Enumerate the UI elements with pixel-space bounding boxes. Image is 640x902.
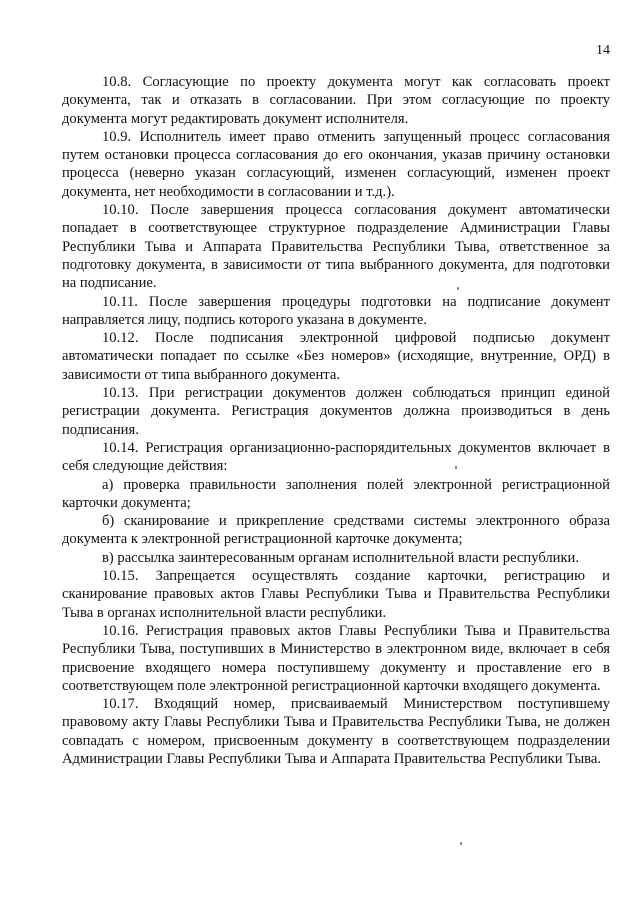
- scan-speck: [455, 466, 457, 469]
- list-item-a: а) проверка правильности заполнения полей электронной регистрационной карточки документа;: [62, 476, 610, 511]
- paragraph-10-11: 10.11. После завершения процедуры подготовки на подписание документ направляется лицу, подпись которого указана в документе.: [62, 293, 610, 328]
- scan-speck: [460, 842, 462, 845]
- document-body: [62, 73, 610, 768]
- page-number: 14: [596, 43, 610, 58]
- paragraph-10-15: 10.15. Запрещается осуществлять создание карточки, регистрацию и сканирование правовых актов Главы Республики Тыва и Правительства Республики Тыва в органах исполнительной власти республики.: [62, 568, 610, 621]
- paragraph-10-17: 10.17. Входящий номер, присваиваемый Министерством поступившему правовому акту Главы Республики Тыва и Правительства Республики Тыва, не должен совпадать с номером, присвоенным документу в соответствующем подразделении Администрации Главы Республики Тыва и Аппарата Правительства Республики Тыва.: [62, 696, 610, 767]
- scan-speck: [457, 287, 459, 290]
- paragraph-10-8: 10.8. Согласующие по проекту документа могут как согласовать проект документа, так и отказать в согласовании. При этом согласующие по проекту документа могут редактировать документ исполнителя.: [62, 74, 610, 127]
- paragraph-10-10: 10.10. После завершения процесса согласования документ автоматически попадает в соответствующее структурное подразделение Администрации Главы Республики Тыва и Аппарата Правительства Республики Тыва, ответственное за подготовку документа, в зависимости от типа выбранного документа, для подготовки на подписание.: [62, 202, 610, 292]
- list-item-b: б) сканирование и прикрепление средствами системы электронного образа документа к электронной регистрационной карточке документа;: [62, 513, 610, 548]
- paragraph-10-9: 10.9. Исполнитель имеет право отменить запущенный процесс согласования путем остановки процесса согласования до его окончания, указав причину остановки процесса (неверно указан согласующий, изменен согласующий, изменен проект документа, нет необходимости в согласовании и т.д.).: [62, 128, 610, 200]
- paragraph-10-13: 10.13. При регистрации документов должен соблюдаться принцип единой регистрации документа. Регистрация документов должна производиться в день подписания.: [62, 385, 610, 438]
- paragraph-10-16: 10.16. Регистрация правовых актов Главы Республики Тыва и Правительства Республики Тыва, поступивших в Министерство в электронном виде, включает в себя присвоение входящего номера поступившему документу и проставление его в соответствующем поле электронной регистрационной карточки входящего документа.: [62, 622, 610, 694]
- paragraph-10-14: 10.14. Регистрация организационно-распорядительных документов включает в себя следующие действия:: [62, 439, 610, 475]
- paragraph-10-12: 10.12. После подписания электронной цифровой подписью документ автоматически попадает по ссылке «Без номеров» (исходящие, внутренние, ОРД) в зависимости от типа выбранного документа.: [62, 330, 610, 383]
- list-item-v: в) рассылка заинтересованным органам исполнительной власти республики.: [102, 549, 580, 566]
